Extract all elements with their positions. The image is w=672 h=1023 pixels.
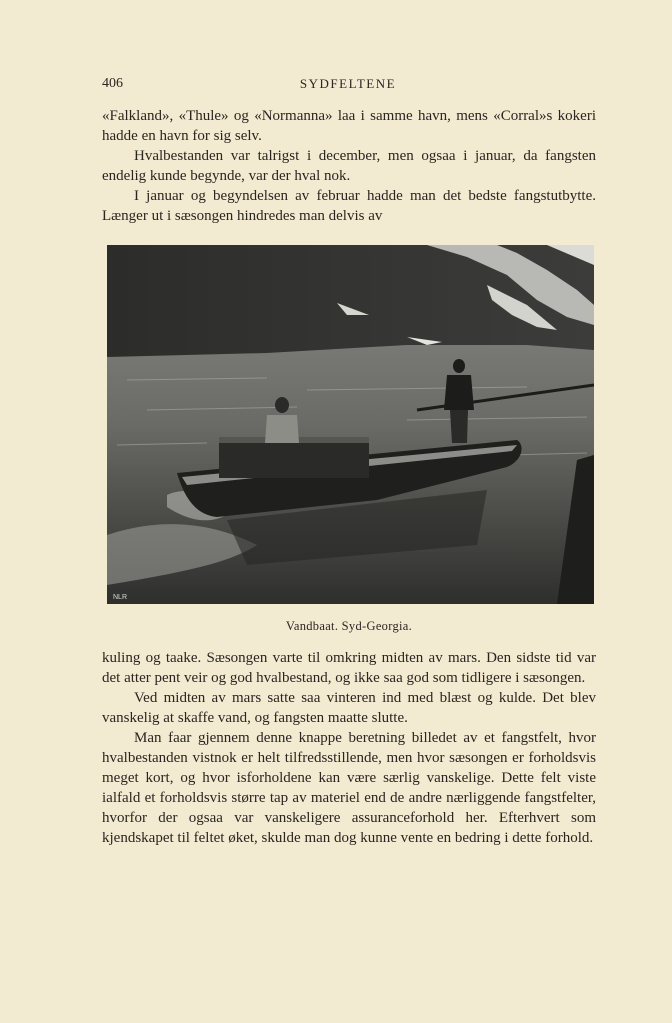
- paragraph: Hvalbestanden var talrigst i december, men ogsaa i januar, da fangsten endelig kunde begynde, var der hval nok.: [102, 148, 596, 184]
- paragraph: «Falkland», «Thule» og «Normanna» laa i samme havn, mens «Corral»s kokeri hadde en havn for sig selv.: [102, 108, 596, 144]
- photo-watermark: NLR: [113, 594, 128, 601]
- paragraph: Man faar gjennem denne knappe beretning billedet av et fangstfelt, hvor hvalbestanden vistnok er helt tilfredsstillende, men hvor sæsongen er forholdsvis meget kort, og hvor isforholdene kan være særlig vanskelige. Dette felt viste ialfald et forholdsvis større tap av materiel end de andre nærliggende fangstfelter, hvorfor der ogsaa var vanskeligere assuranceforhold her. Efterhvert som kjendskapet til feltet øket, skulde man dog kunne vente en bedring i dette forhold.: [102, 730, 596, 846]
- paragraph: Ved midten av mars satte saa vinteren ind med blæst og kulde. Det blev vanskelig at skaffe vand, og fangsten maatte slutte.: [102, 690, 596, 726]
- page-number: 406: [102, 76, 123, 91]
- photo-image: [107, 245, 594, 604]
- paragraph: I januar og begyndelsen av februar hadde man det bedste fangstutbytte. Længer ut i sæsongen hindredes man delvis av: [102, 188, 596, 224]
- figure-caption: Vandbaat. Syd-Georgia.: [285, 619, 413, 633]
- running-title: SYDFELTENE: [299, 76, 397, 91]
- page-header: [102, 76, 594, 96]
- body-text-bottom: [102, 648, 596, 848]
- body-text-top: [102, 106, 596, 226]
- paragraph: kuling og taake. Sæsongen varte til omkring midten av mars. Den sidste tid var det atter pent veir og god hvalbestand, og ikke saa god som tidligere i sæsongen.: [102, 650, 596, 686]
- photograph-water-boat: [107, 245, 594, 604]
